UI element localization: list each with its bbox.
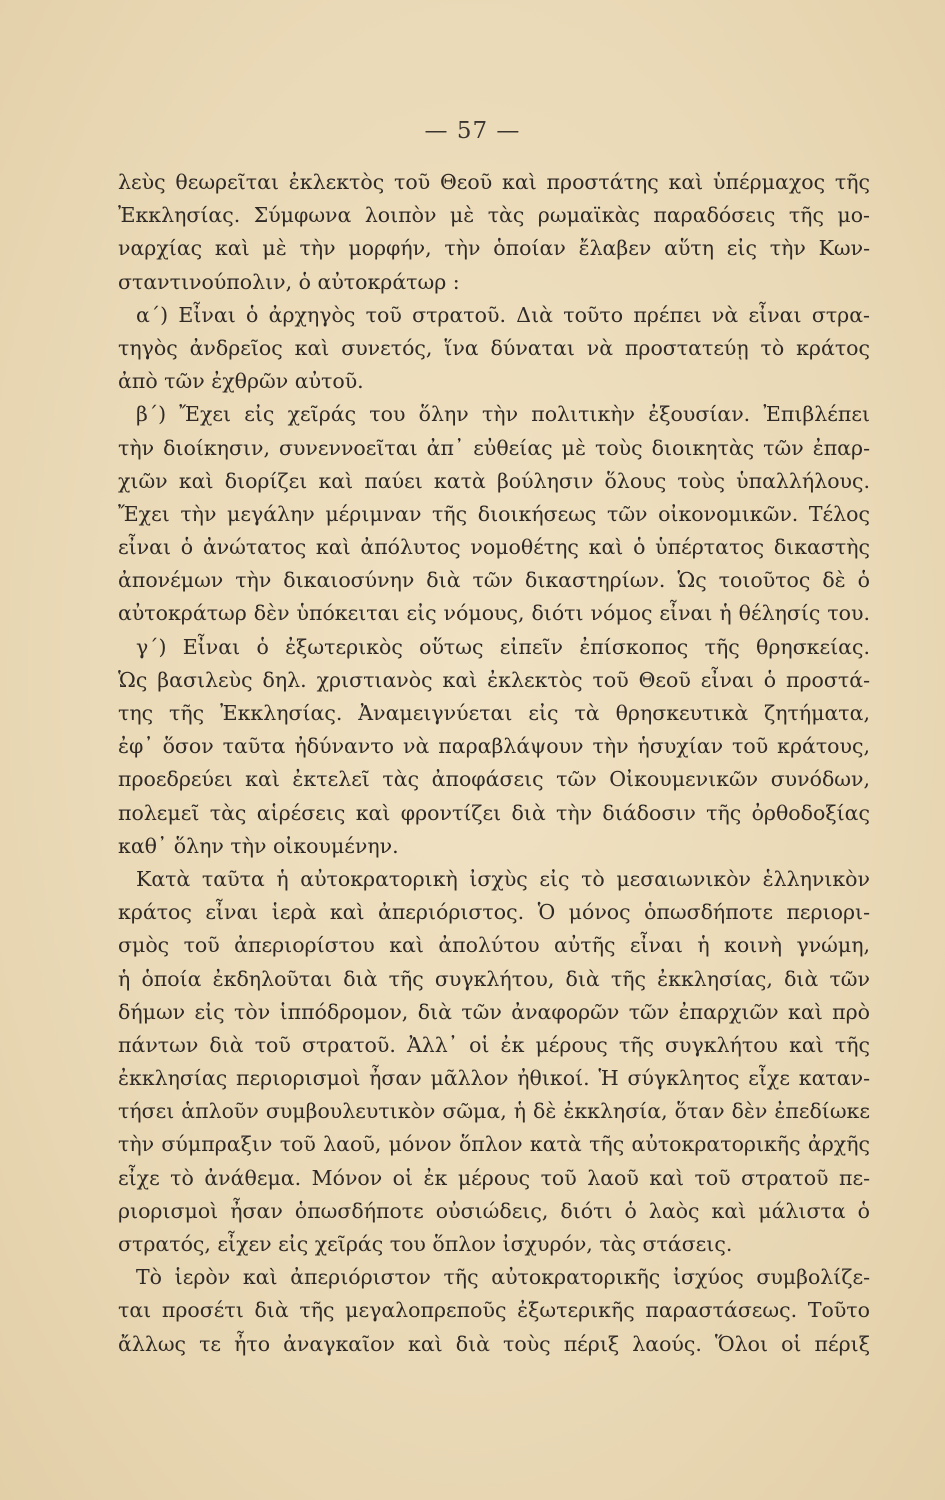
text-line: ἄλλως τε ἦτο ἀναγκαῖον καὶ διὰ τοὺς πέριξ λαούς. Ὅλοι οἱ πέριξ bbox=[118, 1331, 870, 1356]
text-line: της τῆς Ἐκκλησίας. Ἀναμειγνύεται εἰς τὰ θρησκευτικὰ ζητήματα, bbox=[118, 701, 870, 725]
text-line: σμὸς τοῦ ἀπεριορίστου καὶ ἀπολύτου αὐτῆς εἶναι ἡ κοινὴ γνώμη, bbox=[118, 933, 870, 958]
text-line: ἡ ὁποία ἐκδηλοῦται διὰ τῆς συγκλήτου, διὰ τῆς ἐκκλησίας, διὰ τῶν bbox=[118, 966, 870, 991]
text-line: ριορισμοὶ ἦσαν ὁπωσδήποτε οὐσιώδεις, διότι ὁ λαὸς καὶ μάλιστα ὁ bbox=[118, 1198, 870, 1223]
text-line: Ἔχει τὴν μεγάλην μέριμναν τῆς διοικήσεως τῶν οἰκονομικῶν. Τέλος bbox=[118, 501, 870, 526]
text-line: τὴν διοίκησιν, συνεννοεῖται ἀπ᾽ εὐθείας μὲ τοὺς διοικητὰς τῶν ἐπαρ- bbox=[118, 435, 870, 460]
text-line: Τὸ ἱερὸν καὶ ἀπεριόριστον τῆς αὐτοκρατορικῆς ἰσχύος συμβολίζε- bbox=[136, 1265, 870, 1290]
text-line: Ὡς βασιλεὺς δηλ. χριστιανὸς καὶ ἐκλεκτὸς τοῦ Θεοῦ εἶναι ὁ προστά- bbox=[118, 667, 870, 692]
text-line: στρατός, εἶχεν εἰς χεῖράς του ὅπλον ἰσχυρόν, τὰς στάσεις. bbox=[118, 1232, 733, 1256]
text-line: τὴν σύμπραξιν τοῦ λαοῦ, μόνον ὅπλον κατὰ τῆς αὐτοκρατορικῆς ἀρχῆς bbox=[118, 1132, 870, 1157]
text-line: γ΄) Εἶναι ὁ ἐξωτερικὸς οὕτως εἰπεῖν ἐπίσκοπος τῆς θρησκείας. bbox=[136, 634, 870, 659]
text-line: ναρχίας καὶ μὲ τὴν μορφήν, τὴν ὁποίαν ἔλαβεν αὕτη εἰς τὴν Κων- bbox=[118, 236, 870, 261]
text-line: β΄) Ἔχει εἰς χεῖράς του ὅλην τὴν πολιτικὴν ἐξουσίαν. Ἐπιβλέπει bbox=[136, 402, 870, 427]
text-line: ἀπὸ τῶν ἐχθρῶν αὐτοῦ. bbox=[118, 369, 364, 394]
text-line: εἶναι ὁ ἀνώτατος καὶ ἀπόλυτος νομοθέτης καὶ ὁ ὑπέρτατος δικαστὴς bbox=[118, 535, 870, 560]
text-line: πάντων διὰ τοῦ στρατοῦ. Ἀλλ᾽ οἱ ἐκ μέρους τῆς συγκλήτου καὶ τῆς bbox=[118, 1032, 870, 1057]
text-line: ται προσέτι διὰ τῆς μεγαλοπρεποῦς ἐξωτερικῆς παραστάσεως. Τοῦτο bbox=[118, 1298, 870, 1323]
page-number: — 57 — bbox=[424, 118, 521, 144]
text-line: δήμων εἰς τὸν ἱππόδρομον, διὰ τῶν ἀναφορῶν τῶν ἐπαρχιῶν καὶ πρὸ bbox=[118, 999, 870, 1024]
text-line: τήσει ἁπλοῦν συμβουλευτικὸν σῶμα, ἡ δὲ ἐκκλησία, ὅταν δὲν ἐπεδίωκε bbox=[118, 1099, 870, 1124]
text-line: αὐτοκράτωρ δὲν ὑπόκειται εἰς νόμους, διότι νόμος εἶναι ἡ θέλησίς του. bbox=[118, 601, 870, 626]
text-line: α΄) Εἶναι ὁ ἀρχηγὸς τοῦ στρατοῦ. Διὰ τοῦτο πρέπει νὰ εἶναι στρα- bbox=[136, 302, 870, 327]
text-line: ἀπονέμων τὴν δικαιοσύνην διὰ τῶν δικαστηρίων. Ὡς τοιοῦτος δὲ ὁ bbox=[118, 568, 870, 593]
text-line: πολεμεῖ τὰς αἱρέσεις καὶ φροντίζει διὰ τὴν διάδοσιν τῆς ὀρθοδοξίας bbox=[118, 800, 870, 825]
text-line: ἐφ᾽ ὅσον ταῦτα ἠδύναντο νὰ παραβλάψουν τὴν ἡσυχίαν τοῦ κράτους, bbox=[118, 734, 870, 759]
body-text bbox=[118, 166, 870, 1361]
text-line: Κατὰ ταῦτα ἡ αὐτοκρατορικὴ ἰσχὺς εἰς τὸ μεσαιωνικὸν ἑλληνικὸν bbox=[136, 866, 870, 891]
text-line: σταντινούπολιν, ὁ αὐτοκράτωρ : bbox=[118, 269, 460, 294]
text-line: ἐκκλησίας περιορισμοὶ ἦσαν μᾶλλον ἠθικοί. Ἡ σύγκλητος εἶχε καταν- bbox=[118, 1066, 870, 1091]
text-line: λεὺς θεωρεῖται ἐκλεκτὸς τοῦ Θεοῦ καὶ προστάτης καὶ ὑπέρμαχος τῆς bbox=[118, 170, 870, 194]
text-line: χιῶν καὶ διορίζει καὶ παύει κατὰ βούλησιν ὅλους τοὺς ὑπαλλήλους. bbox=[118, 468, 870, 493]
text-line: κράτος εἶναι ἱερὰ καὶ ἀπεριόριστος. Ὁ μόνος ὁπωσδήποτε περιορι- bbox=[118, 900, 870, 925]
text-line: εἶχε τὸ ἀνάθεμα. Μόνον οἱ ἐκ μέρους τοῦ λαοῦ καὶ τοῦ στρατοῦ πε- bbox=[118, 1165, 870, 1190]
text-line: προεδρεύει καὶ ἐκτελεῖ τὰς ἀποφάσεις τῶν Οἰκουμενικῶν συνόδων, bbox=[118, 767, 870, 792]
text-line: τηγὸς ἀνδρεῖος καὶ συνετός, ἵνα δύναται νὰ προστατεύῃ τὸ κράτος bbox=[118, 335, 870, 360]
text-line: καθ᾽ ὅλην τὴν οἰκουμένην. bbox=[118, 833, 399, 858]
text-line: Ἐκκλησίας. Σύμφωνα λοιπὸν μὲ τὰς ρωμαϊκὰς παραδόσεις τῆς μο- bbox=[118, 203, 870, 228]
